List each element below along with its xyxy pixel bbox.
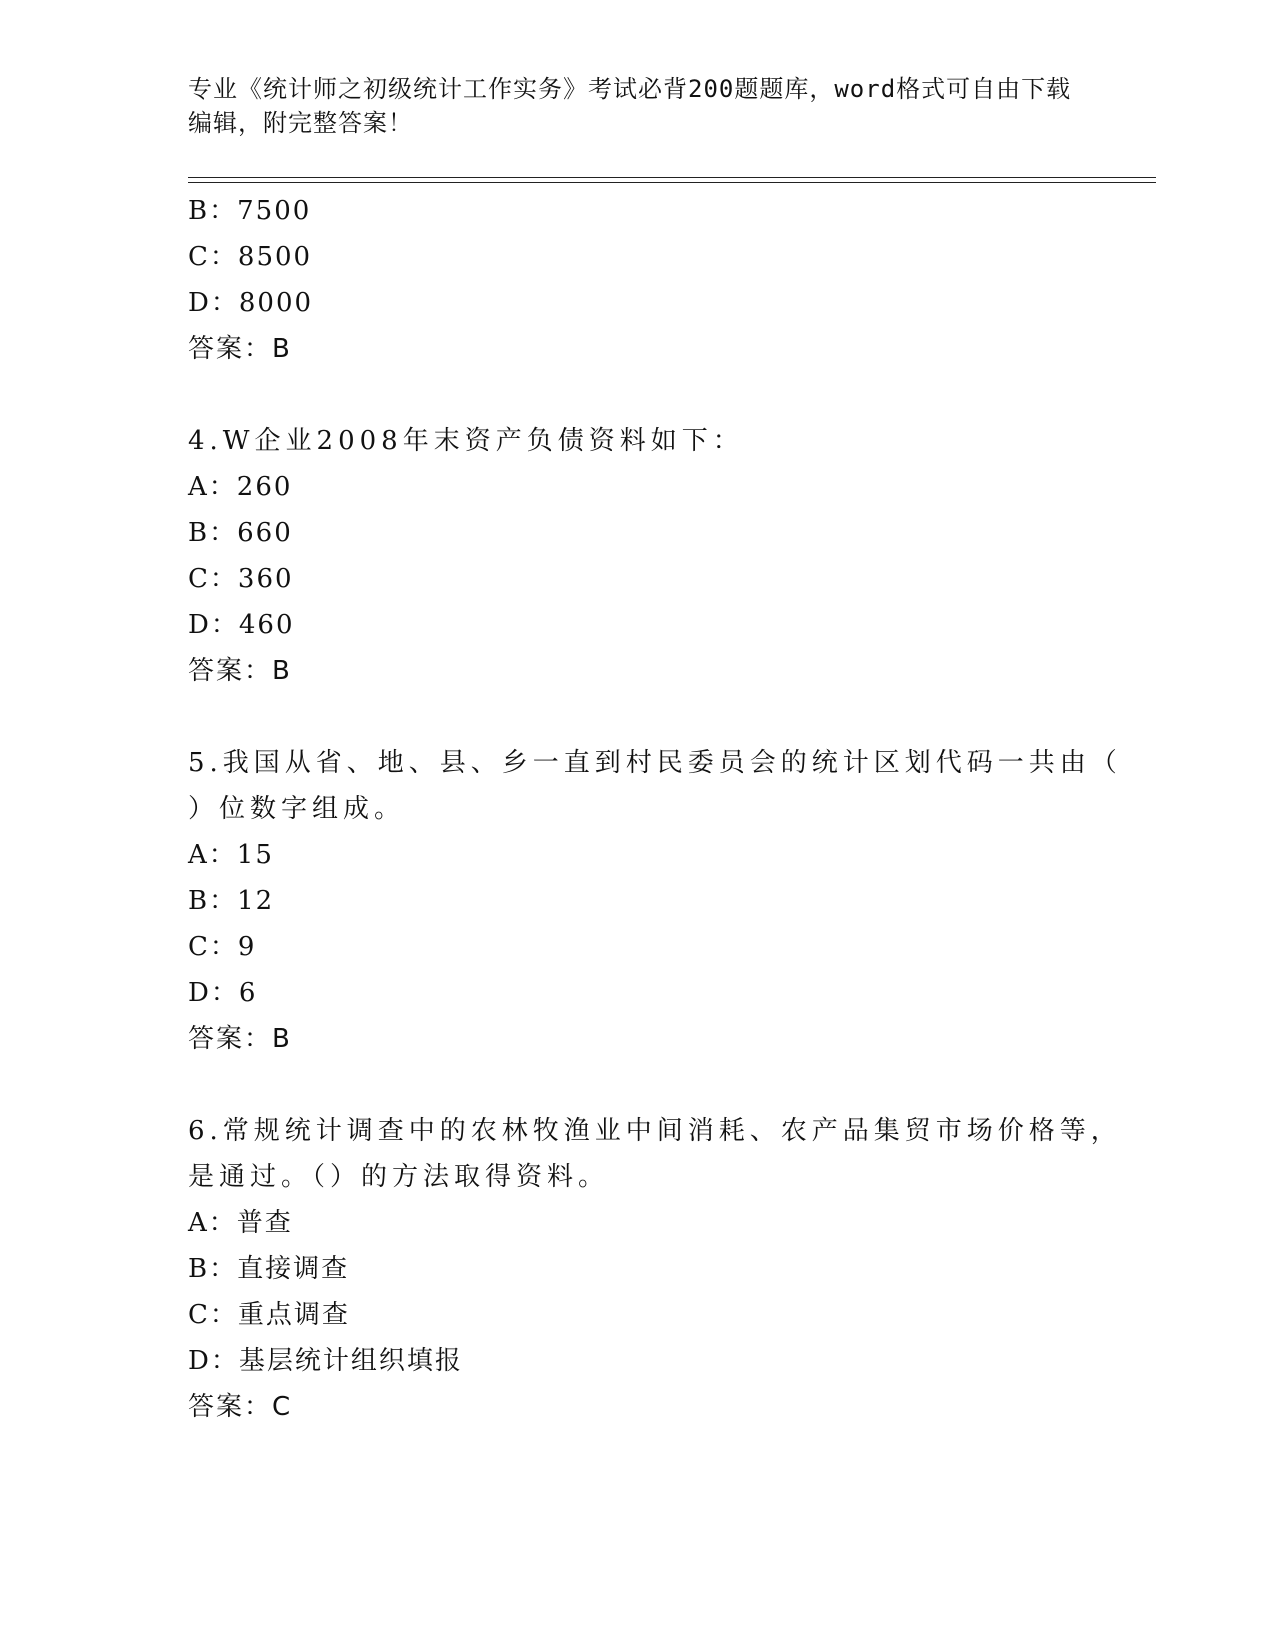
question-spacer [188,694,1088,740]
option-label: B： [188,518,238,548]
question-text-line: 6.常规统计调查中的农林牧渔业中间消耗、农产品集贸市场价格等， [188,1116,1122,1146]
answer-value: B [272,334,292,364]
question-text-line: ）位数字组成。 [188,794,406,824]
option-text: 660 [237,518,293,548]
option-label: D： [188,1346,239,1376]
option-label: C： [188,242,238,272]
question-6 [188,1108,1122,1430]
option-b [188,1246,1088,1292]
question-text-line: 是通过。（）的方法取得资料。 [188,1162,610,1192]
option-label: A： [188,472,237,502]
answer-value: B [272,1024,292,1054]
question-text-line: 5.我国从省、地、县、乡一直到村民委员会的统计区划代码一共由（ [188,748,1122,778]
option-label: B： [188,1254,238,1284]
question-text [188,740,1122,832]
option-text: 8000 [238,288,314,318]
question-spacer [188,1062,1088,1108]
document-header [188,72,1088,140]
option-text: 12 [237,886,275,916]
option-d [188,970,1088,1016]
option-label: A： [188,840,237,870]
option-label: B： [188,196,238,226]
option-b [188,878,1088,924]
option-label: D： [188,978,239,1008]
answer-label: 答案： [188,1024,273,1054]
answer-line [188,1016,1088,1062]
answer-value: C [272,1392,293,1422]
option-c [188,1292,1088,1338]
option-text: 8500 [237,242,313,272]
option-text: 普查 [236,1208,293,1238]
option-text: 15 [236,840,274,870]
answer-label: 答案： [188,1392,273,1422]
option-a [188,1200,1088,1246]
option-text: 360 [237,564,294,594]
option-label: A： [188,1208,237,1238]
header-divider-top [188,177,1156,178]
option-label: D： [188,288,239,318]
question-5 [188,740,1122,1062]
option-text: 直接调查 [237,1254,350,1284]
answer-line [188,326,1088,372]
question-text [188,418,1088,464]
option-label: C： [188,564,238,594]
option-a [188,464,1088,510]
answer-line [188,1384,1088,1430]
option-label: C： [188,932,238,962]
option-b [188,188,1088,234]
option-text: 重点调查 [237,1300,350,1330]
option-text: 6 [238,978,258,1008]
answer-label: 答案： [188,334,273,364]
question-4 [188,418,1088,694]
option-d [188,1338,1088,1384]
answer-line [188,648,1088,694]
option-text: 9 [237,932,257,962]
question-list [188,188,1122,1430]
option-label: D： [188,610,239,640]
option-d [188,602,1088,648]
option-a [188,832,1088,878]
answer-label: 答案： [188,656,273,686]
option-text: 7500 [237,196,312,226]
option-label: C： [188,1300,238,1330]
question-3-partial [188,188,1088,372]
option-text: 460 [238,610,295,640]
option-c [188,556,1088,602]
header-divider-bottom [188,182,1156,183]
option-d [188,280,1088,326]
header-title-line-1: 专业《统计师之初级统计工作实务》考试必背200题题库，word格式可自由下载 [188,75,1072,103]
option-label: B： [188,886,238,916]
option-b [188,510,1088,556]
question-text [188,1108,1122,1200]
question-text-line: 4.W企业2008年末资产负债资料如下： [188,426,744,456]
header-title-line-2: 编辑，附完整答案！ [188,109,413,137]
option-c [188,924,1088,970]
option-text: 260 [236,472,293,502]
question-spacer [188,372,1088,418]
answer-value: B [272,656,292,686]
option-c [188,234,1088,280]
option-text: 基层统计组织填报 [238,1346,463,1376]
